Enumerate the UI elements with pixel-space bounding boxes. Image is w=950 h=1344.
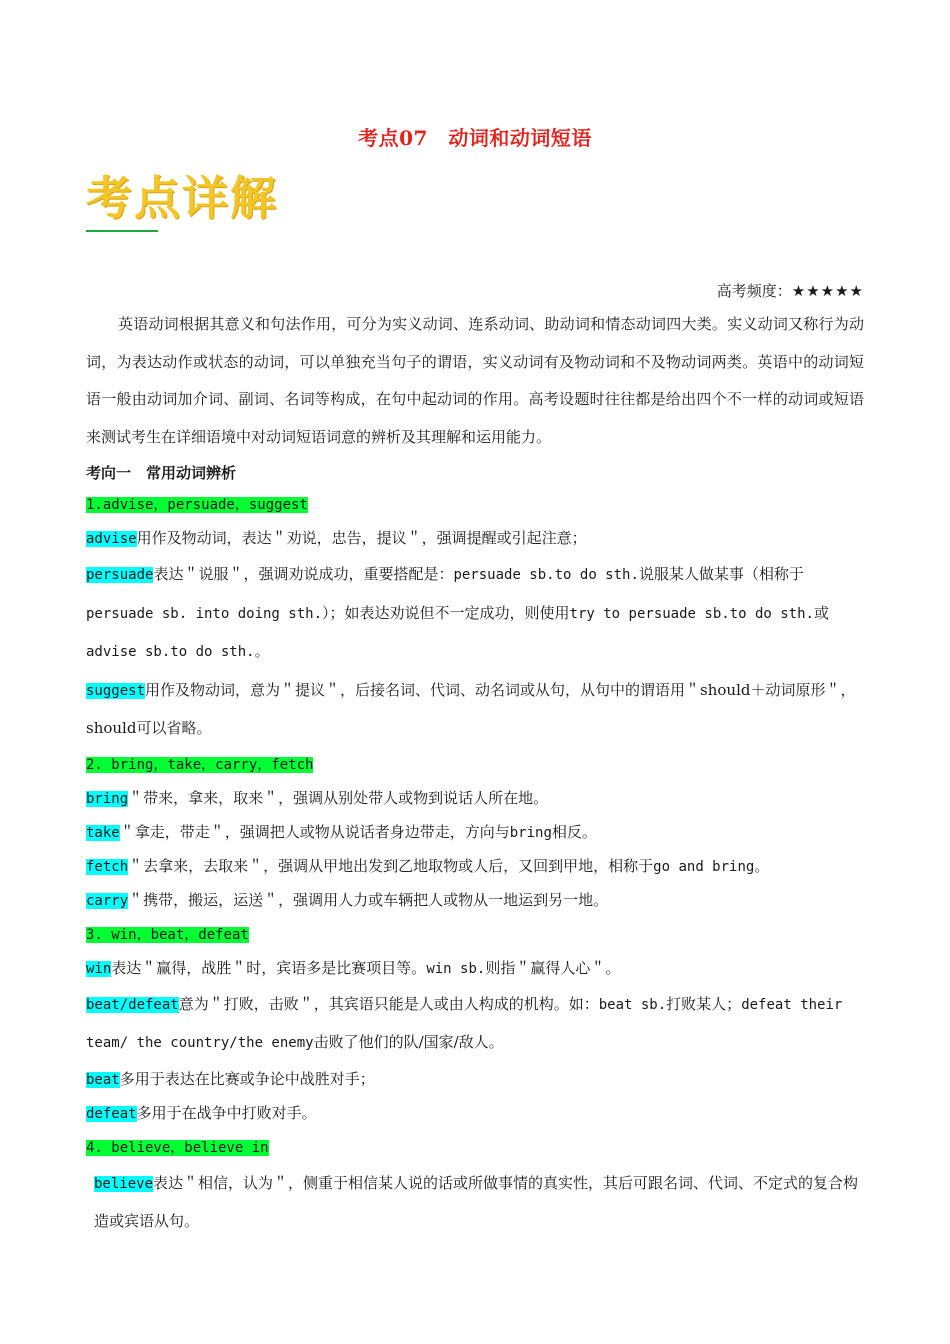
section-heading: 考向一 常用动词辨析 [86, 464, 237, 482]
group-heading-3: 3. win，beat，defeat [86, 926, 249, 943]
group-heading-2: 2. bring，take，carry，fetch [86, 756, 314, 773]
star-rating-icon: ★★★★★ [791, 282, 864, 300]
entry-fetch: fetch＂去拿来，去取来＂，强调从甲地出发到乙地取物或人后，又回到甲地，相称于go and bring。 [86, 856, 770, 875]
entry-beat: beat多用于表达在比赛或争论中战胜对手； [86, 1069, 375, 1088]
keyword-defeat: defeat [86, 1105, 137, 1122]
entry-advise: advise用作及物动词，表达＂劝说，忠告，提议＂，强调提醒或引起注意； [86, 529, 587, 547]
keyword-persuade: persuade [86, 567, 154, 583]
entry-believe: believe表达＂相信，认为＂，侧重于相信某人说的话或所做事情的真实性，其后可跟名词、代词、不定式的复合构造或宾语从句。 [94, 1173, 859, 1230]
entry-beat-defeat: beat/defeat意为＂打败，击败＂，其宾语只能是人或由人构成的机构。如：beat sb.打败某人；defeat their team/ the country/the enemy击败了他们的队/国家/敌人。 [86, 994, 843, 1051]
keyword-carry: carry [86, 892, 129, 909]
entry-suggest: suggest用作及物动词，意为＂提议＂，后接名词、代词、动名词或从句，从句中的谓语用＂should＋动词原形＂，should可以省略。 [86, 680, 856, 737]
keyword-advise: advise [86, 531, 137, 547]
frequency-label: 高考频度： [716, 282, 792, 300]
entry-take: take＂拿走，带走＂，强调把人或物从说话者身边带走，方向与bring相反。 [86, 822, 597, 841]
entry-bring: bring＂带来，拿来，取来＂，强调从别处带人或物到说话人所在地。 [86, 788, 549, 807]
banner-text: 考点详解 [86, 171, 278, 225]
group-heading-1: 1.advise，persuade，suggest [86, 497, 308, 513]
frequency-rating [717, 280, 864, 301]
keyword-suggest: suggest [86, 682, 146, 699]
banner-underline [86, 230, 158, 232]
page-title: 考点07 动词和动词短语 [358, 126, 592, 150]
keyword-take: take [86, 824, 120, 841]
entry-defeat: defeat多用于在战争中打败对手。 [86, 1103, 317, 1122]
keyword-believe: believe [94, 1175, 154, 1192]
keyword-win: win [86, 960, 112, 977]
entry-carry: carry＂携带，搬运，运送＂，强调用人力或车辆把人或物从一地运到另一地。 [86, 890, 609, 909]
main-content [86, 306, 864, 1241]
section-banner [86, 170, 326, 234]
entry-win: win表达＂赢得，战胜＂时，宾语多是比赛项目等。win sb.则指＂赢得人心＂。 [86, 958, 621, 977]
keyword-beat: beat [86, 1071, 120, 1088]
group-heading-4: 4. believe，believe in [86, 1139, 269, 1156]
intro-paragraph: 英语动词根据其意义和句法作用，可分为实义动词、连系动词、助动词和情态动词四大类。实义动词又称行为动词，为表达动作或状态的动词，可以单独充当句子的谓语，实义动词有及物动词和不及物动词两类。英语中的动词短语一般由动词加介词、副词、名词等构成，在句中起动词的作用。高考设题时往往都是给出四个不一样的动词或短语来测试考生在详细语境中对动词短语词意的辨析及其理解和运用能力。 [86, 315, 864, 446]
keyword-fetch: fetch [86, 858, 129, 875]
keyword-bring: bring [86, 790, 129, 807]
entry-persuade: persuade表达＂说服＂，强调劝说成功，重要搭配是：persuade sb.to do sth.说服某人做某事（相称于persuade sb. into doing sth.）；如表达劝说但不一定成功，则使用try to persuade sb.to do sth.或advise sb.to do sth.。 [86, 565, 829, 660]
keyword-beat-defeat: beat/defeat [86, 996, 179, 1013]
